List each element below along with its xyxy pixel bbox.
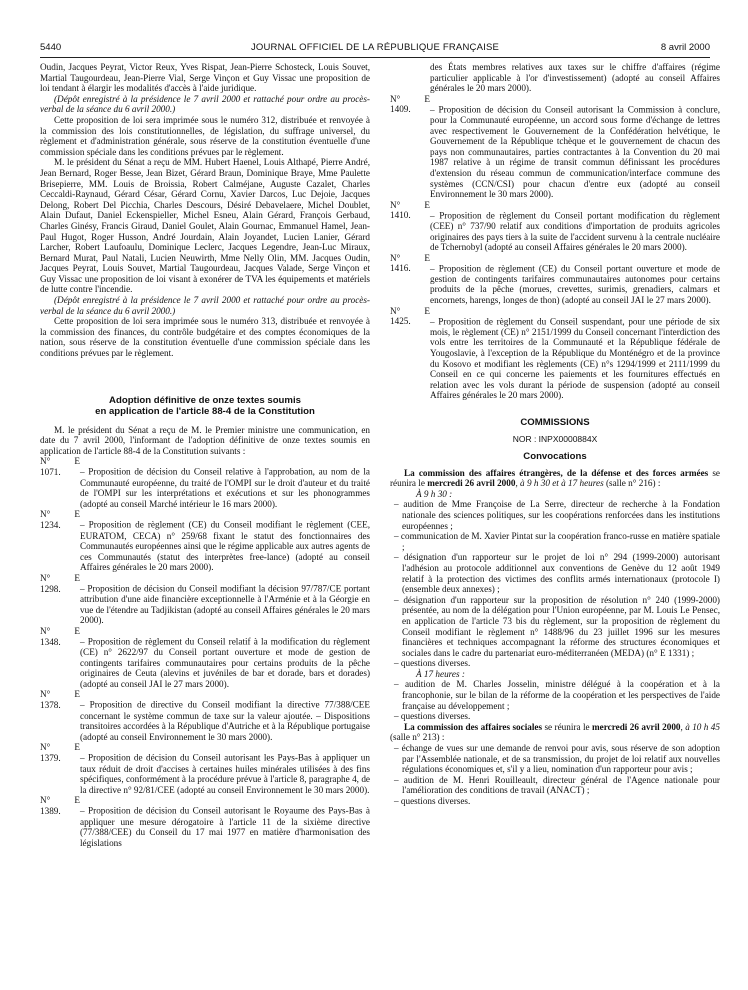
convocations-title: Convocations (523, 450, 587, 462)
section-title: Adoption définitive de onze textes soumis (109, 394, 301, 406)
list-item: N° E 1425. – Proposition de règlement du Conseil suspendant, pour une période de six mois, le règlement (CE) n° 2151/1999 du Conseil concernant l'interdiction des vols entre les territoires de la Communauté et la République fédérale de Yougoslavie, à l'exception de la République du Monténégro et de la province du Kosovo et modifiant les règlements (CE) n°s 1294/1999 et 2111/1999 du Conseil en ce qui concerne les paiements et les fournitures effectués en relation avec les vols durant la période de suspension (adopté au conseil Affaires générales le 20 mars 2000). (390, 305, 720, 401)
time-heading: À 17 heures : (416, 668, 465, 679)
agenda-item: – audition de M. Charles Josselin, ministre délégué à la coopération et à la francophonie, sur le bilan de la réforme de la coopération et les perspectives de l'aide française au développement ; (394, 679, 720, 711)
deposit-note: (Dépôt enregistré à la présidence le 7 avril 2000 et rattaché pour ordre au procès-verbal de la séance du 6 avril 2000.) (40, 295, 370, 316)
nor-reference: NOR : INPX0000884X (512, 434, 598, 444)
deposit-note: (Dépôt enregistré à la présidence le 7 avril 2000 et rattaché pour ordre au procès-verbal de la séance du 6 avril 2000.) (40, 93, 370, 115)
spacer (40, 417, 370, 425)
time-heading: À 9 h 30 : (416, 488, 453, 499)
section-title-commissions: COMMISSIONS (520, 417, 590, 428)
paragraph: Oudin, Jacques Peyrat, Victor Reux, Yves Rispat, Jean-Pierre Schosteck, Louis Souvet, Martial Taugourdeau, Jean-Pierre Vial, Serge Vinçon et Guy Vissac une proposition de loi tendant à élargir les modalités d'accès à l'aide juridique. (40, 62, 370, 94)
journal-title: JOURNAL OFFICIEL DE LA RÉPUBLIQUE FRANÇAISE (250, 42, 500, 53)
agenda-item: – désignation d'un rapporteur sur le projet de loi n° 294 (1999-2000) autorisant l'adhésion au protocole additionnel aux conventions de Genève du 12 août 1949 relatif à la protection des victimes des conflits armés internationaux (protocole I) (ensemble deux annexes) ; (394, 552, 720, 595)
page-number: 5440 (40, 42, 62, 53)
list-item: N° E 1409. – Proposition de décision du Conseil autorisant la Commission à conclure, pour la Communauté européenne, un accord sous forme d'échange de lettres avec respectivement le Gouvernement de la Confédération helvétique, le Gouvernement de la République tchèque et le gouvernement de chacun des pays non communautaires, parties contractantes à la Convention du 20 mai 1987 relative à un régime de transit commun définissant les procédures d'extension du réseau commun de communication/interface commune des systèmes (CCN/CSI) pour chacun d'entre eux (adopté au conseil Environnement le 30 mars 2000). (390, 93, 720, 200)
list-item: N° E 1416. – Proposition de règlement (CE) du Conseil portant ouverture et mode de gestion de contingents tarifaires communautaires autonomes pour certains produits de la pêche (morues, crevettes, surimis, grenadiers, calmars et encornets, harengs, longes de thon) (adopté au conseil JAI le 27 mars 2000). (390, 252, 720, 306)
list-item: N° E 1379. – Proposition de décision du Conseil autorisant les Pays-Bas à appliquer un taux réduit de droit d'accises à certaines huiles minérales utilisées à des fins spécifiques, conformément à la procédure prévue à l'article 8, paragraphe 4, de la directive n° 92/81/CEE (adopté au conseil Environnement le 30 mars 2000). (40, 742, 370, 795)
issue-date: 8 avril 2000 (660, 42, 710, 53)
spacer (390, 401, 720, 417)
section-subtitle: en application de l'article 88-4 de la Constitution (95, 405, 315, 417)
spacer (40, 359, 370, 395)
list-item: N° E 1234. – Proposition de règlement (CE) du Conseil modifiant le règlement (CEE, EURATOM, CECA) n° 259/68 fixant le statut des fonctionnaires des Communautés européennes ainsi que le régime applicable aux autres agents de ces Communautés (statut des interprètes free-lance) (adopté au conseil Affaires générales le 20 mars 2000). (40, 509, 370, 573)
agenda-item: – désignation d'un rapporteur sur la proposition de résolution n° 240 (1999-2000) présentée, au nom de la délégation pour l'Union européenne, par M. Louis Le Pensec, en application de l'article 73 bis du règlement, sur la proposition de règlement du Conseil modifiant le règlement n° 1488/96 du 23 juillet 1996 sur les mesures financières et techniques accompagnant la réforme des structures économiques et sociales dans le cadre du partenariat euro-méditerranéen (MEDA) (n° E 1331) ; (394, 594, 720, 658)
header-rule (40, 57, 710, 58)
list-item: N° E 1378. – Proposition de directive du Conseil modifiant la directive 77/388/CEE concernant le système commun de taxe sur la valeur ajoutée. – Dispositions transitoires accordées à la République d'Autriche et à la République portugaise (adopté au conseil Environnement le 30 mars 2000). (40, 689, 370, 742)
agenda-item: – communication de M. Xavier Pintat sur la coopération franco-russe en matière spatiale ; (394, 531, 720, 552)
list-item: N° E 1410. – Proposition de règlement du Conseil portant modification du règlement (CEE) n° 737/90 relatif aux conditions d'importation de produits agricoles originaires des pays tiers à la suite de l'accident survenu à la centrale nucléaire de Tchernobyl (adopté au conseil Affaires générales le 20 mars 2000). (390, 199, 720, 253)
agenda-item: – questions diverses. (394, 711, 471, 722)
agenda-item: – questions diverses. (394, 658, 471, 669)
paragraph: Cette proposition de loi sera imprimée sous le numéro 313, distribuée et renvoyée à la commission des finances, du contrôle budgétaire et des comptes économiques de la nation, sous réserve de la constitution éventuelle d'une commission spéciale dans les conditions prévues par le règlement. (40, 316, 370, 359)
agenda-item: – audition de M. Henri Rouilleault, directeur général de l'Agence nationale pour l'amélioration des conditions de travail (ANACT) ; (394, 774, 720, 796)
list-item: N° E 1071. – Proposition de décision du Conseil relative à l'approbation, au nom de la Communauté européenne, du traité de l'OMPI sur le droit d'auteur et du traité de l'OMPI sur les interprétations et exécutions et sur les phonogrammes (adopté au conseil Marché intérieur le 16 mars 2000). (40, 456, 370, 509)
list-item: N° E 1298. – Proposition de décision du Conseil modifiant la décision 97/787/CE portant attribution d'une aide financière exceptionnelle à l'Arménie et à la Géorgie en vue de l'étendre au Tadjikistan (adopté au conseil Affaires générales le 20 mars 2000). (40, 572, 370, 626)
right-column (390, 62, 720, 807)
list-item: N° E 1348. – Proposition de règlement du Conseil relatif à la modification du règlement (CE) n° 2622/97 du Conseil portant ouverture et mode de gestion de contingents tarifaires communautaires pour certains produits de la pêche originaires de Ceuta (alevins et juvéniles de bar et dorade, bars et dorades) (adopté au conseil JAI le 27 mars 2000). (40, 625, 370, 689)
list-item: N° E 1389. – Proposition de décision du Conseil autorisant le Royaume des Pays-Bas à appliquer une mesure dérogatoire à l'article 11 de la sixième directive (77/388/CEE) du Conseil du 17 mai 1977 en matière d'harmonisation des législations (40, 795, 370, 848)
agenda-item: – échange de vues sur une demande de renvoi pour avis, sous réserve de son adoption par l'Assemblée nationale, et de sa transmission, du projet de loi relatif aux nouvelles régulations économiques et, s'il y a lieu, nomination d'un rapporteur pour avis ; (394, 743, 720, 775)
intro-paragraph: M. le président du Sénat a reçu de M. le Premier ministre une communication, en date du 7 avril 2000, l'informant de l'adoption définitive de onze textes soumis en application de l'article 88-4 de la Constitution suivants : (40, 424, 370, 456)
agenda-item: – questions diverses. (394, 796, 471, 806)
paragraph: Cette proposition de loi sera imprimée sous le numéro 312, distribuée et renvoyée à la commission des lois constitutionnelles, de législation, du suffrage universel, du règlement et d'administration générale, sous réserve de la constitution éventuelle d'une commission spéciale dans les conditions prévues par le règlement. (40, 114, 370, 157)
commission-intro: La commission des affaires sociales se réunira le mercredi 26 avril 2000, à 10 h 45 (salle n° 213) : (390, 721, 720, 743)
continued-text: des États membres relatives aux taxes sur le chiffre d'affaires (régime particulier applicable à l'or d'investissement) (adopté au conseil Affaires générales le 20 mars 2000). (430, 62, 720, 94)
agenda-item: – audition de Mme Françoise de La Serre, directeur de recherche à la Fondation nationale des sciences politiques, sur les coopérations renforcées dans les institutions européennes ; (394, 499, 720, 531)
commission-intro: La commission des affaires étrangères, de la défense et des forces armées se réunira le mercredi 26 avril 2000, à 9 h 30 et à 17 heures (salle n° 216) : (390, 467, 720, 489)
page-header (40, 42, 710, 56)
left-column (40, 62, 370, 848)
paragraph: M. le président du Sénat a reçu de MM. Hubert Haenel, Louis Althapé, Pierre André, Jean Bernard, Roger Besse, Jean Bizet, Gérard Braun, Dominique Braye, Mme Paulette Brisepierre, MM. Louis de Broissia, Robert Calméjane, Auguste Cazalet, Charles Ceccaldi-Raynaud, Gérard César, Gérard Cornu, Xavier Darcos, Luc Dejoie, Jacques Delong, Robert Del Picchia, Charles Descours, Désiré Debavelaere, Michel Doublet, Alain Dufaut, Daniel Eckenspieller, Michel Esneu, Alain Gérard, François Gerbaud, Charles Ginésy, Francis Giraud, Daniel Goulet, Alain Gournac, Emmanuel Hamel, Jean-Paul Hugot, Roger Husson, André Jourdain, Alain Joyandet, Lucien Lanier, Gérard Larcher, Robert Laufoaulu, Dominique Leclerc, Jacques Legendre, Jean-Luc Miraux, Bernard Murat, Paul Natali, Lucien Neuwirth, Mme Nelly Olin, MM. Jacques Oudin, Jacques Peyrat, Louis Souvet, Martial Taugourdeau, Jacques Valade, Serge Vinçon et Guy Vissac une proposition de loi visant à exonérer de TVA les équipements et matériels de lutte contre l'incendie. (40, 157, 370, 295)
